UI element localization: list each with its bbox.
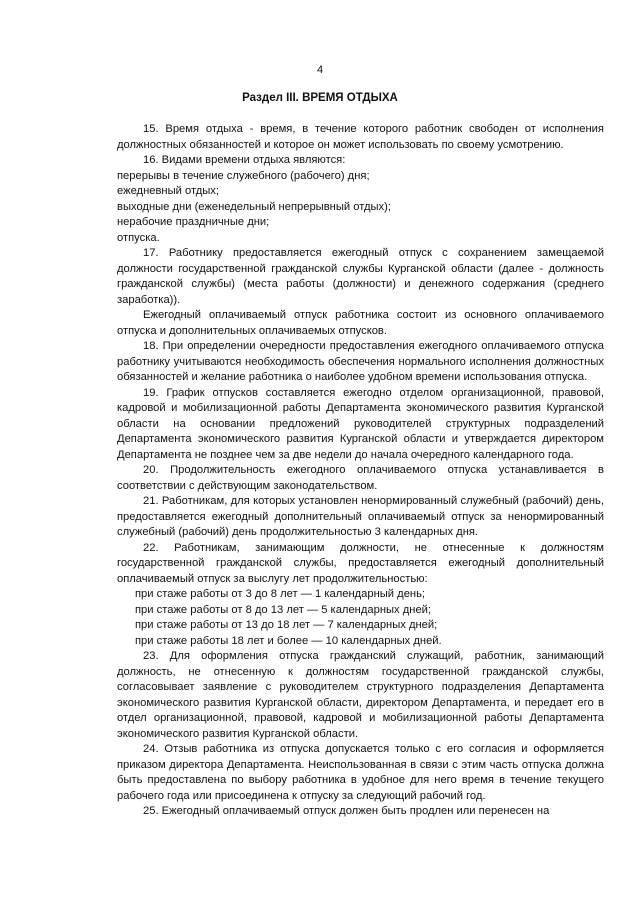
list-item: выходные дни (еженедельный непрерывный отдых); (117, 200, 391, 213)
paragraph-22: 22. Работникам, занимающим должности, не отнесенные к должностям государственной гражданской службы, предоставляется ежегодный дополнительный оплачиваемый отпуск за выслугу лет продолжительностью: (117, 541, 604, 585)
list-item: при стаже работы 18 лет и более — 10 календарных дней. (135, 634, 442, 647)
section-title: Раздел III. ВРЕМЯ ОТДЫХА (242, 92, 398, 104)
list-item: отпуска. (117, 231, 160, 244)
paragraph-19: 19. График отпусков составляется ежегодно отделом организационной, правовой, кадровой и мобилизационной работы Департамента экономического развития Курганской области на основании предложений руководителей структурных подразделений Департамента экономического развития Курганской области и утверждается директором Департамента не позднее чем за две недели до начала очередного календарного года. (117, 386, 604, 461)
list-item: при стаже работы от 8 до 13 лет — 5 календарных дней; (135, 603, 432, 616)
list-item: нерабочие праздничные дни; (117, 216, 270, 228)
list-item: при стаже работы от 3 до 8 лет — 1 календарный день; (135, 588, 426, 600)
paragraph-20: 20. Продолжительность ежегодного оплачиваемого отпуска устанавливается в соответствии с действующим законодательством. (117, 464, 604, 492)
paragraph-18: 18. При определении очередности предоставления ежегодного оплачиваемого отпуска работнику учитываются необходимость обеспечения нормального исполнения должностных обязанностей и желание работника о наиболее удобном времени использования отпуска. (117, 340, 604, 383)
paragraph-17: 17. Работнику предоставляется ежегодный отпуск с сохранением замещаемой должности государственной гражданской службы Курганской области (далее - должность гражданской службы) (места работы (должности) и денежного содержания (среднего заработка)). (117, 247, 604, 306)
list-item: при стаже работы от 13 до 18 лет — 7 календарных дней; (135, 619, 438, 631)
paragraph-17-continued: Ежегодный оплачиваемый отпуск работника состоит из основного оплачиваемого отпуска и дополнительных оплачиваемых отпусков. (117, 309, 604, 337)
seniority-list (117, 587, 604, 649)
paragraph-24: 24. Отзыв работника из отпуска допускается только с его согласия и оформляется приказом директора Департамента. Неиспользованная в связи с этим часть отпуска должна быть предоставлена по выбору работника в удобное для него время в течение текущего рабочего года или присоединена к отпуску за следующий рабочий год. (117, 743, 604, 802)
paragraph-21: 21. Работникам, для которых установлен ненормированный служебный (рабочий) день, предоставляется ежегодный дополнительный оплачиваемый отпуск за ненормированный служебный (рабочий) день продолжительностью 3 календарных дня. (117, 495, 604, 538)
paragraph-16: 16. Видами времени отдыха являются: (143, 154, 346, 166)
page-number: 4 (316, 64, 324, 76)
list-item: ежедневный отдых; (117, 185, 220, 197)
list-item: перерывы в течение служебного (рабочего) дня; (117, 169, 370, 182)
paragraph-23: 23. Для оформления отпуска гражданский служащий, работник, занимающий должность, не отнесенную к должностям государственной гражданской службы, согласовывает заявление с руководителем структурного подразделения Департамента экономического развития Курганской области, директором Департамента, и передает его в отдел организационной, правовой, кадровой и мобилизационной работы Департамента экономического развития Курганской области. (117, 650, 604, 740)
rest-types-list (117, 169, 604, 247)
paragraph-15: 15. Время отдыха - время, в течение которого работник свободен от исполнения должностных обязанностей и которое он может использовать по своему усмотрению. (117, 123, 604, 151)
paragraph-25: 25. Ежегодный оплачиваемый отпуск должен быть продлен или перенесен на (143, 805, 550, 817)
document-body (117, 122, 604, 820)
